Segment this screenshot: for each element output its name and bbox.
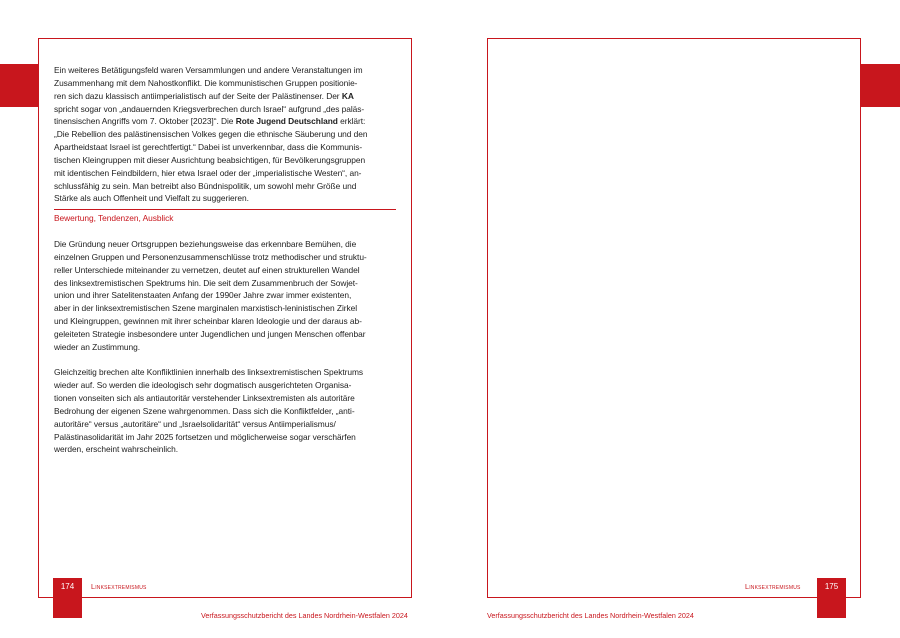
page-number-right: 175: [817, 578, 846, 618]
section-label-right: Linksextremismus: [745, 582, 801, 591]
left-page: [38, 38, 412, 598]
org-ka: KA: [341, 90, 354, 101]
page-number-left: 174: [53, 578, 82, 618]
section-label-left: Linksextremismus: [91, 582, 147, 591]
section-divider: [54, 209, 396, 210]
paragraph-1: Ein weiteres Betätigungsfeld waren Versammlungen und andere Veranstaltungen im Zusammenhang mit dem Nahostkonflikt. Die kommunistischen Gruppen positionie- ren sich dazu klassisch antiimperialistisch auf der Seite der Palästinenser. Der KA spricht sogar von „andauernden Kriegsverbrechen durch Israel“ aufgrund „des paläs- tinensischen Angriffs vom 7. Oktober [2023]“. Die Rote Jugend Deutschland erklärt: „Die Rebellion des palästinensischen Volkes gegen die ethnische Säuberung und den Apartheidstaat Israel ist gerechtfertigt.“ Dabei ist unverkennbar, dass die Kommunis- tischen Kleingruppen mit dieser Ausrichtung beabsichtigen, für Bevölkerungsgruppen mit identischen Feindbildern, hier etwa Israel oder der „imperialistische Westen“, an- schlussfähig zu sein. Man betreibt also Bündnispolitik, um sowohl mehr Größe und Stärke als auch Offenheit und Vielfalt zu suggerieren.: [54, 65, 368, 204]
footer-right: Verfassungsschutzbericht des Landes Nordrhein-Westfalen 2024: [487, 611, 694, 620]
footer-left: Verfassungsschutzbericht des Landes Nordrhein-Westfalen 2024: [201, 611, 408, 620]
section-heading: Bewertung, Tendenzen, Ausblick: [54, 213, 174, 224]
right-page: [487, 38, 861, 598]
chapter-tab-right: [861, 64, 900, 107]
org-rote-jugend: Rote Jugend Deutschland: [235, 116, 338, 127]
left-page-body: [54, 64, 396, 456]
paragraph-3: Gleichzeitig brechen alte Konfliktlinien innerhalb des linksextremistischen Spektrums wieder auf. So werden die ideologisch sehr dogmatisch ausgerichteten Organisa- tionen vonseiten sich als antiautoritär verstehender Linksextremisten als autoritäre Bedrohung der eigenen Szene wahrgenommen. Dass sich die Konfliktfelder, „anti- autoritäre“ versus „autoritäre“ und „Israelsolidarität“ versus Antiimperialismus/ Palästinasolidarität im Jahr 2025 fortsetzen und möglicherweise sogar verschärfen werden, erscheint wahrscheinlich.: [54, 367, 364, 455]
chapter-tab-left: [0, 64, 38, 107]
paragraph-2: Die Gründung neuer Ortsgruppen beziehungsweise das erkennbare Bemühen, die einzelnen Gruppen und Personenzusammenschlüsse trotz methodischer und struktu- reller Unterschiede miteinander zu vernetzen, deutet auf einen strukturellen Wandel des linksextremistischen Spektrums hin. Die seit dem Zusammenbruch der Sowjet- union und ihrer Satelitenstaaten Anfang der 1990er Jahre zwar immer existenten, aber in der linksextremistischen Szene marginalen marxistisch-leninistischen Zirkel und Kleingruppen, gewinnen mit ihrer scheinbar klaren Ideologie und der daraus ab- geleiteten Strategie insbesondere unter Jugendlichen und jungen Menschen offenbar wieder an Zustimmung.: [54, 238, 367, 352]
